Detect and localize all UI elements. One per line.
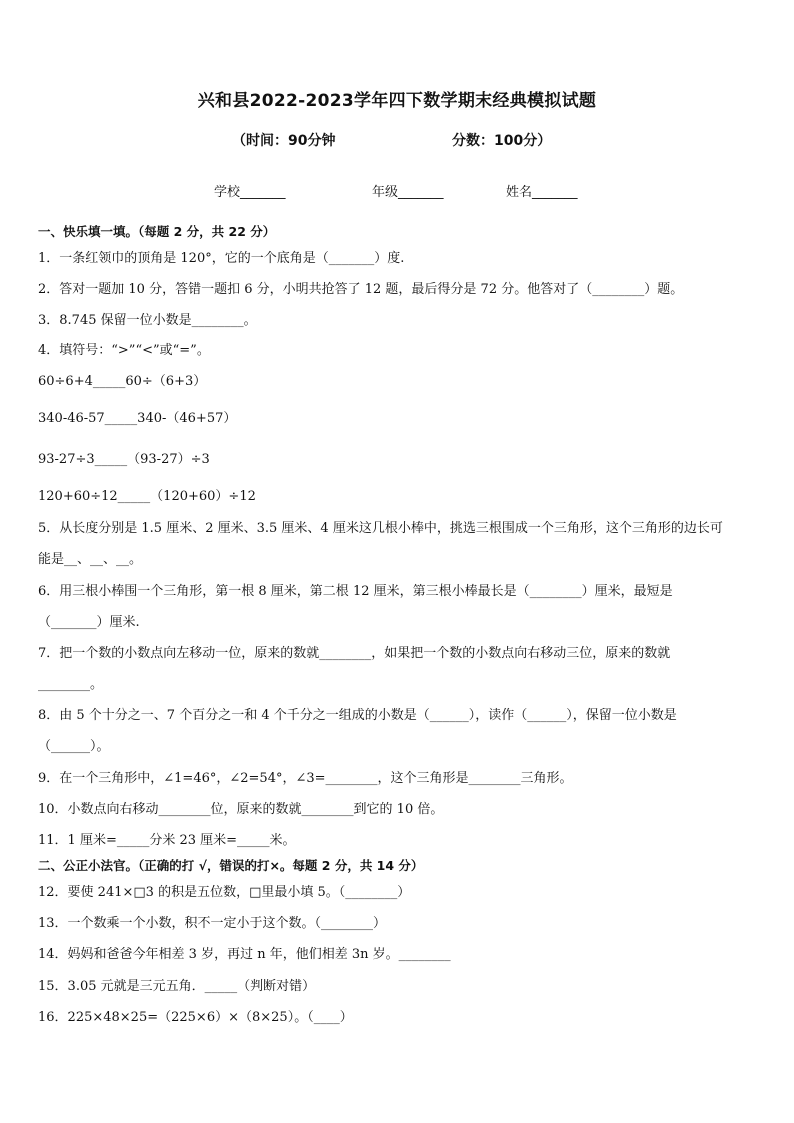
question-4-item-1: 60÷6+4_____60÷（6+3） <box>38 374 207 389</box>
school-field[interactable]: 学校_______ <box>214 185 286 200</box>
question-5-line-1: 5．从长度分别是 1.5 厘米、2 厘米、3.5 厘米、4 厘米这几根小棒中，挑选三根围成一个三角形，这个三角形的边长可 <box>38 521 723 536</box>
question-10: 10．小数点向右移动________位，原来的数就________到它的 10 倍。 <box>38 802 444 817</box>
question-12: 12．要使 241×□3 的积是五位数，□里最小填 5。（________） <box>38 885 411 900</box>
question-4-item-2: 340-46-57_____340-（46+57） <box>38 411 237 426</box>
section-1-heading: 一、快乐填一填。（每题 2 分，共 22 分） <box>38 224 276 239</box>
question-16: 16．225×48×25=（225×6）×（8×25）。（____） <box>38 1010 353 1025</box>
question-6-line-2: （_______）厘米. <box>38 615 140 630</box>
question-7-line-1: 7．把一个数的小数点向左移动一位，原来的数就________，如果把一个数的小数点向右移动三位，原来的数就 <box>38 646 671 661</box>
question-4: 4．填符号：“>”“<”或“=”。 <box>38 343 210 358</box>
question-7-line-2: ________。 <box>38 677 104 692</box>
name-field[interactable]: 姓名_______ <box>506 185 578 200</box>
question-9: 9．在一个三角形中，∠1=46°，∠2=54°，∠3=________，这个三角形是________三角形。 <box>38 771 573 786</box>
grade-field[interactable]: 年级_______ <box>372 185 444 200</box>
question-3: 3．8.745 保留一位小数是________。 <box>38 313 257 328</box>
question-4-item-3: 93-27÷3_____（93-27）÷3 <box>38 452 210 467</box>
question-8-line-2: （______）。 <box>38 739 110 754</box>
question-5-line-2: 能是__、__、__。 <box>38 552 143 567</box>
question-1: 1．一条红领巾的顶角是 120°，它的一个底角是（_______）度. <box>38 251 405 266</box>
exam-title: 兴和县2022-2023学年四下数学期末经典模拟试题 <box>197 91 597 111</box>
question-8-line-1: 8．由 5 个十分之一、7 个百分之一和 4 个千分之一组成的小数是（______），读作（______），保留一位小数是 <box>38 708 677 723</box>
exam-time: （时间：90分钟 <box>232 133 336 149</box>
question-6-line-1: 6．用三根小棒围一个三角形，第一根 8 厘米，第二根 12 厘米，第三根小棒最长是（________）厘米，最短是 <box>38 584 673 599</box>
question-2: 2．答对一题加 10 分，答错一题扣 6 分，小明共抢答了 12 题，最后得分是 72 分。他答对了（________）题。 <box>38 282 684 297</box>
question-4-item-4: 120+60÷12_____（120+60）÷12 <box>38 489 256 504</box>
section-2-heading: 二、公正小法官。（正确的打 √，错误的打×。每题 2 分，共 14 分） <box>38 858 424 873</box>
question-15: 15．3.05 元就是三元五角．_____（判断对错） <box>38 979 316 994</box>
exam-score: 分数：100分） <box>452 133 552 149</box>
question-14: 14．妈妈和爸爸今年相差 3 岁，再过 n 年，他们相差 3n 岁。________ <box>38 947 451 962</box>
question-13: 13．一个数乘一个小数，积不一定小于这个数。（________） <box>38 916 387 931</box>
question-11: 11．1 厘米=_____分米 23 厘米=_____米。 <box>38 833 296 848</box>
